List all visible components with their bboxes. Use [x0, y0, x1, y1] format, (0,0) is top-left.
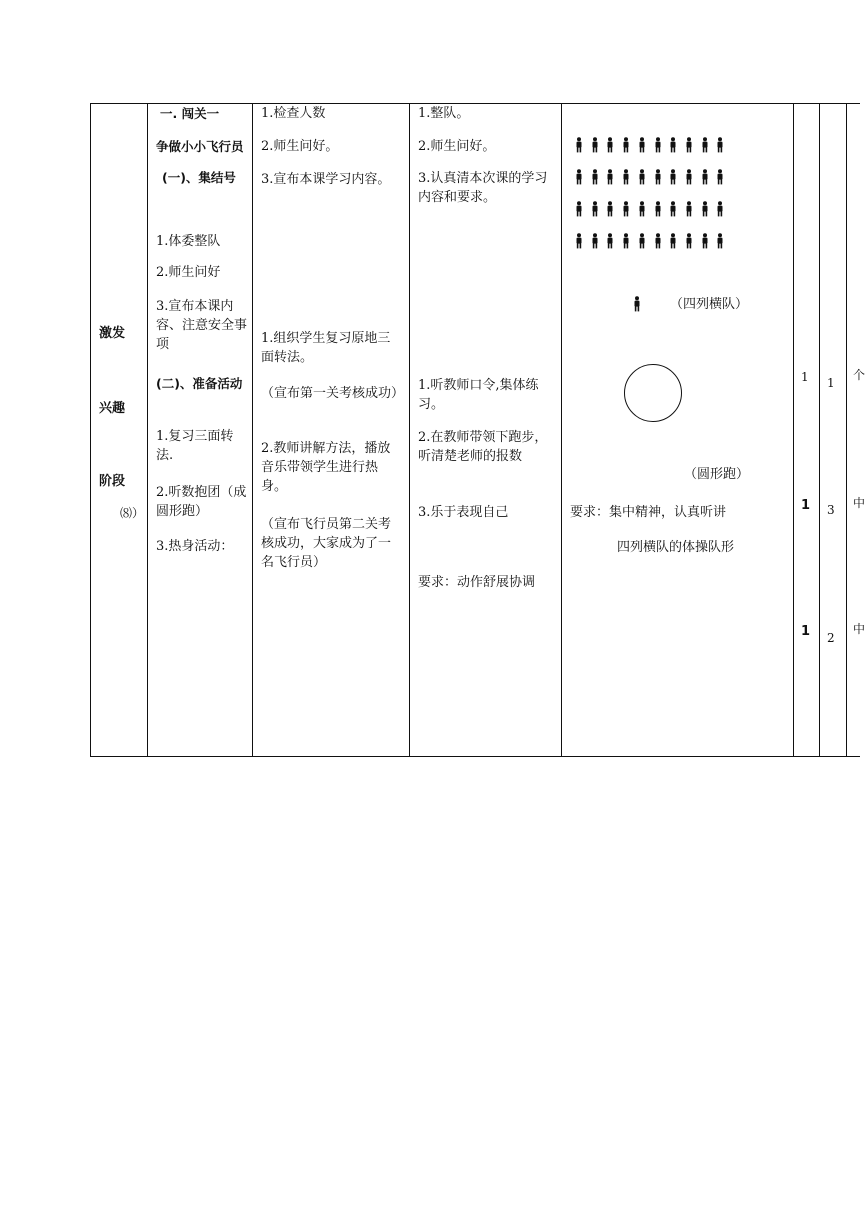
intensity-value: 个	[853, 368, 865, 382]
student-figure-icon	[637, 233, 647, 249]
student-figure-icon	[653, 201, 663, 217]
student-figure-icon	[715, 201, 725, 217]
teacher-figure-icon	[632, 296, 642, 312]
stage-time: ⑻）	[120, 506, 145, 520]
student-figure-icon	[700, 169, 710, 185]
student-figure-icon	[637, 169, 647, 185]
stage-label-3: 阶段	[99, 474, 126, 489]
student-figure-icon	[605, 169, 615, 185]
circle-run-diagram	[624, 364, 682, 422]
time-value: 2	[827, 631, 835, 645]
table-border-bottom	[90, 756, 860, 757]
table-divider	[819, 103, 820, 757]
table-divider	[409, 103, 410, 757]
count-value: 1	[801, 624, 811, 639]
student-figure-icon	[590, 169, 600, 185]
student-figure-icon	[574, 137, 584, 153]
table-border-left	[90, 103, 91, 757]
student-figure-icon	[605, 201, 615, 217]
student-figure-icon	[621, 201, 631, 217]
content-item: 3.热身活动：	[156, 539, 234, 554]
student-figure-icon	[590, 137, 600, 153]
student-figure-icon	[621, 169, 631, 185]
student-item: 3.认真清本次课的学习内容和要求。	[418, 171, 548, 205]
teacher-block: 1.组织学生复习原地三面转法。	[261, 331, 391, 365]
content-item: 2.师生问好	[156, 265, 221, 280]
teacher-item: 3.宣布本课学习内容。	[261, 172, 391, 187]
teacher-item: 2.师生问好。	[261, 139, 339, 154]
teacher-item: 1.检查人数	[261, 106, 326, 121]
table-divider	[561, 103, 562, 757]
student-figure-icon	[574, 201, 584, 217]
student-figure-icon	[700, 233, 710, 249]
student-figure-icon	[684, 201, 694, 217]
student-figure-icon	[668, 233, 678, 249]
student-item: 2.师生问好。	[418, 139, 496, 154]
student-figure-icon	[590, 201, 600, 217]
student-figure-icon	[637, 201, 647, 217]
count-value: 1	[801, 498, 811, 513]
student-block: 1.听教师口令,集体练习。	[418, 378, 539, 412]
student-item: 1.整队。	[418, 106, 470, 121]
count-value: 1	[801, 370, 809, 384]
student-figure-icon	[574, 233, 584, 249]
student-figure-icon	[590, 233, 600, 249]
stage-label-1: 激发	[99, 326, 126, 341]
content-title-2: 争做小小飞行员	[156, 139, 244, 154]
time-value: 3	[827, 503, 835, 517]
intensity-value: 中	[853, 496, 865, 510]
student-figure-icon	[653, 137, 663, 153]
circle-label: （圆形跑）	[684, 467, 750, 482]
student-figure-icon	[684, 169, 694, 185]
teacher-note: （宣布第一关考核成功）	[261, 386, 405, 401]
table-divider	[793, 103, 794, 757]
student-figure-icon	[637, 137, 647, 153]
student-figure-icon	[700, 201, 710, 217]
student-figure-icon	[684, 137, 694, 153]
student-requirement: 要求：动作舒展协调	[418, 575, 536, 590]
student-figure-icon	[715, 233, 725, 249]
formation-label: （四列横队）	[670, 297, 749, 312]
content-subtitle-1: (一)、集结号	[162, 170, 236, 185]
student-figure-icon	[653, 169, 663, 185]
student-figure-icon	[621, 137, 631, 153]
organization-requirement: 四列横队的体操队形	[617, 540, 735, 555]
student-figure-icon	[605, 137, 615, 153]
table-divider	[846, 103, 847, 757]
student-figure-icon	[684, 233, 694, 249]
content-subtitle-2: (二)、准备活动	[156, 376, 243, 391]
student-figure-icon	[700, 137, 710, 153]
table-divider	[252, 103, 253, 757]
student-figure-icon	[574, 169, 584, 185]
teacher-block: 2.教师讲解方法，播放音乐带领学生进行热身。	[261, 441, 391, 494]
content-item: 1.复习三面转法.	[156, 429, 234, 463]
student-figure-icon	[621, 233, 631, 249]
student-figure-icon	[668, 201, 678, 217]
intensity-value: 中	[853, 622, 865, 636]
teacher-note: （宣布飞行员第二关考核成功，大家成为了一名飞行员）	[261, 517, 392, 570]
student-figure-icon	[715, 169, 725, 185]
student-block: 3.乐于表现自己	[418, 505, 509, 520]
content-item: 2.听数抱团（成圆形跑）	[156, 485, 247, 519]
content-item: 1.体委整队	[156, 234, 221, 249]
student-figure-icon	[668, 169, 678, 185]
stage-label-2: 兴趣	[99, 401, 126, 416]
organization-requirement: 要求：集中精神，认真听讲	[570, 505, 727, 520]
student-figure-icon	[715, 137, 725, 153]
table-divider	[147, 103, 148, 757]
student-block: 2.在教师带领下跑步，听清楚老师的报数	[418, 430, 548, 464]
time-value: 1	[827, 376, 835, 390]
student-figure-icon	[605, 233, 615, 249]
student-figure-icon	[653, 233, 663, 249]
content-title-1: 一. 闯关一	[160, 106, 220, 121]
student-figure-icon	[668, 137, 678, 153]
content-item: 3.宣布本课内容、注意安全事项	[156, 299, 248, 352]
